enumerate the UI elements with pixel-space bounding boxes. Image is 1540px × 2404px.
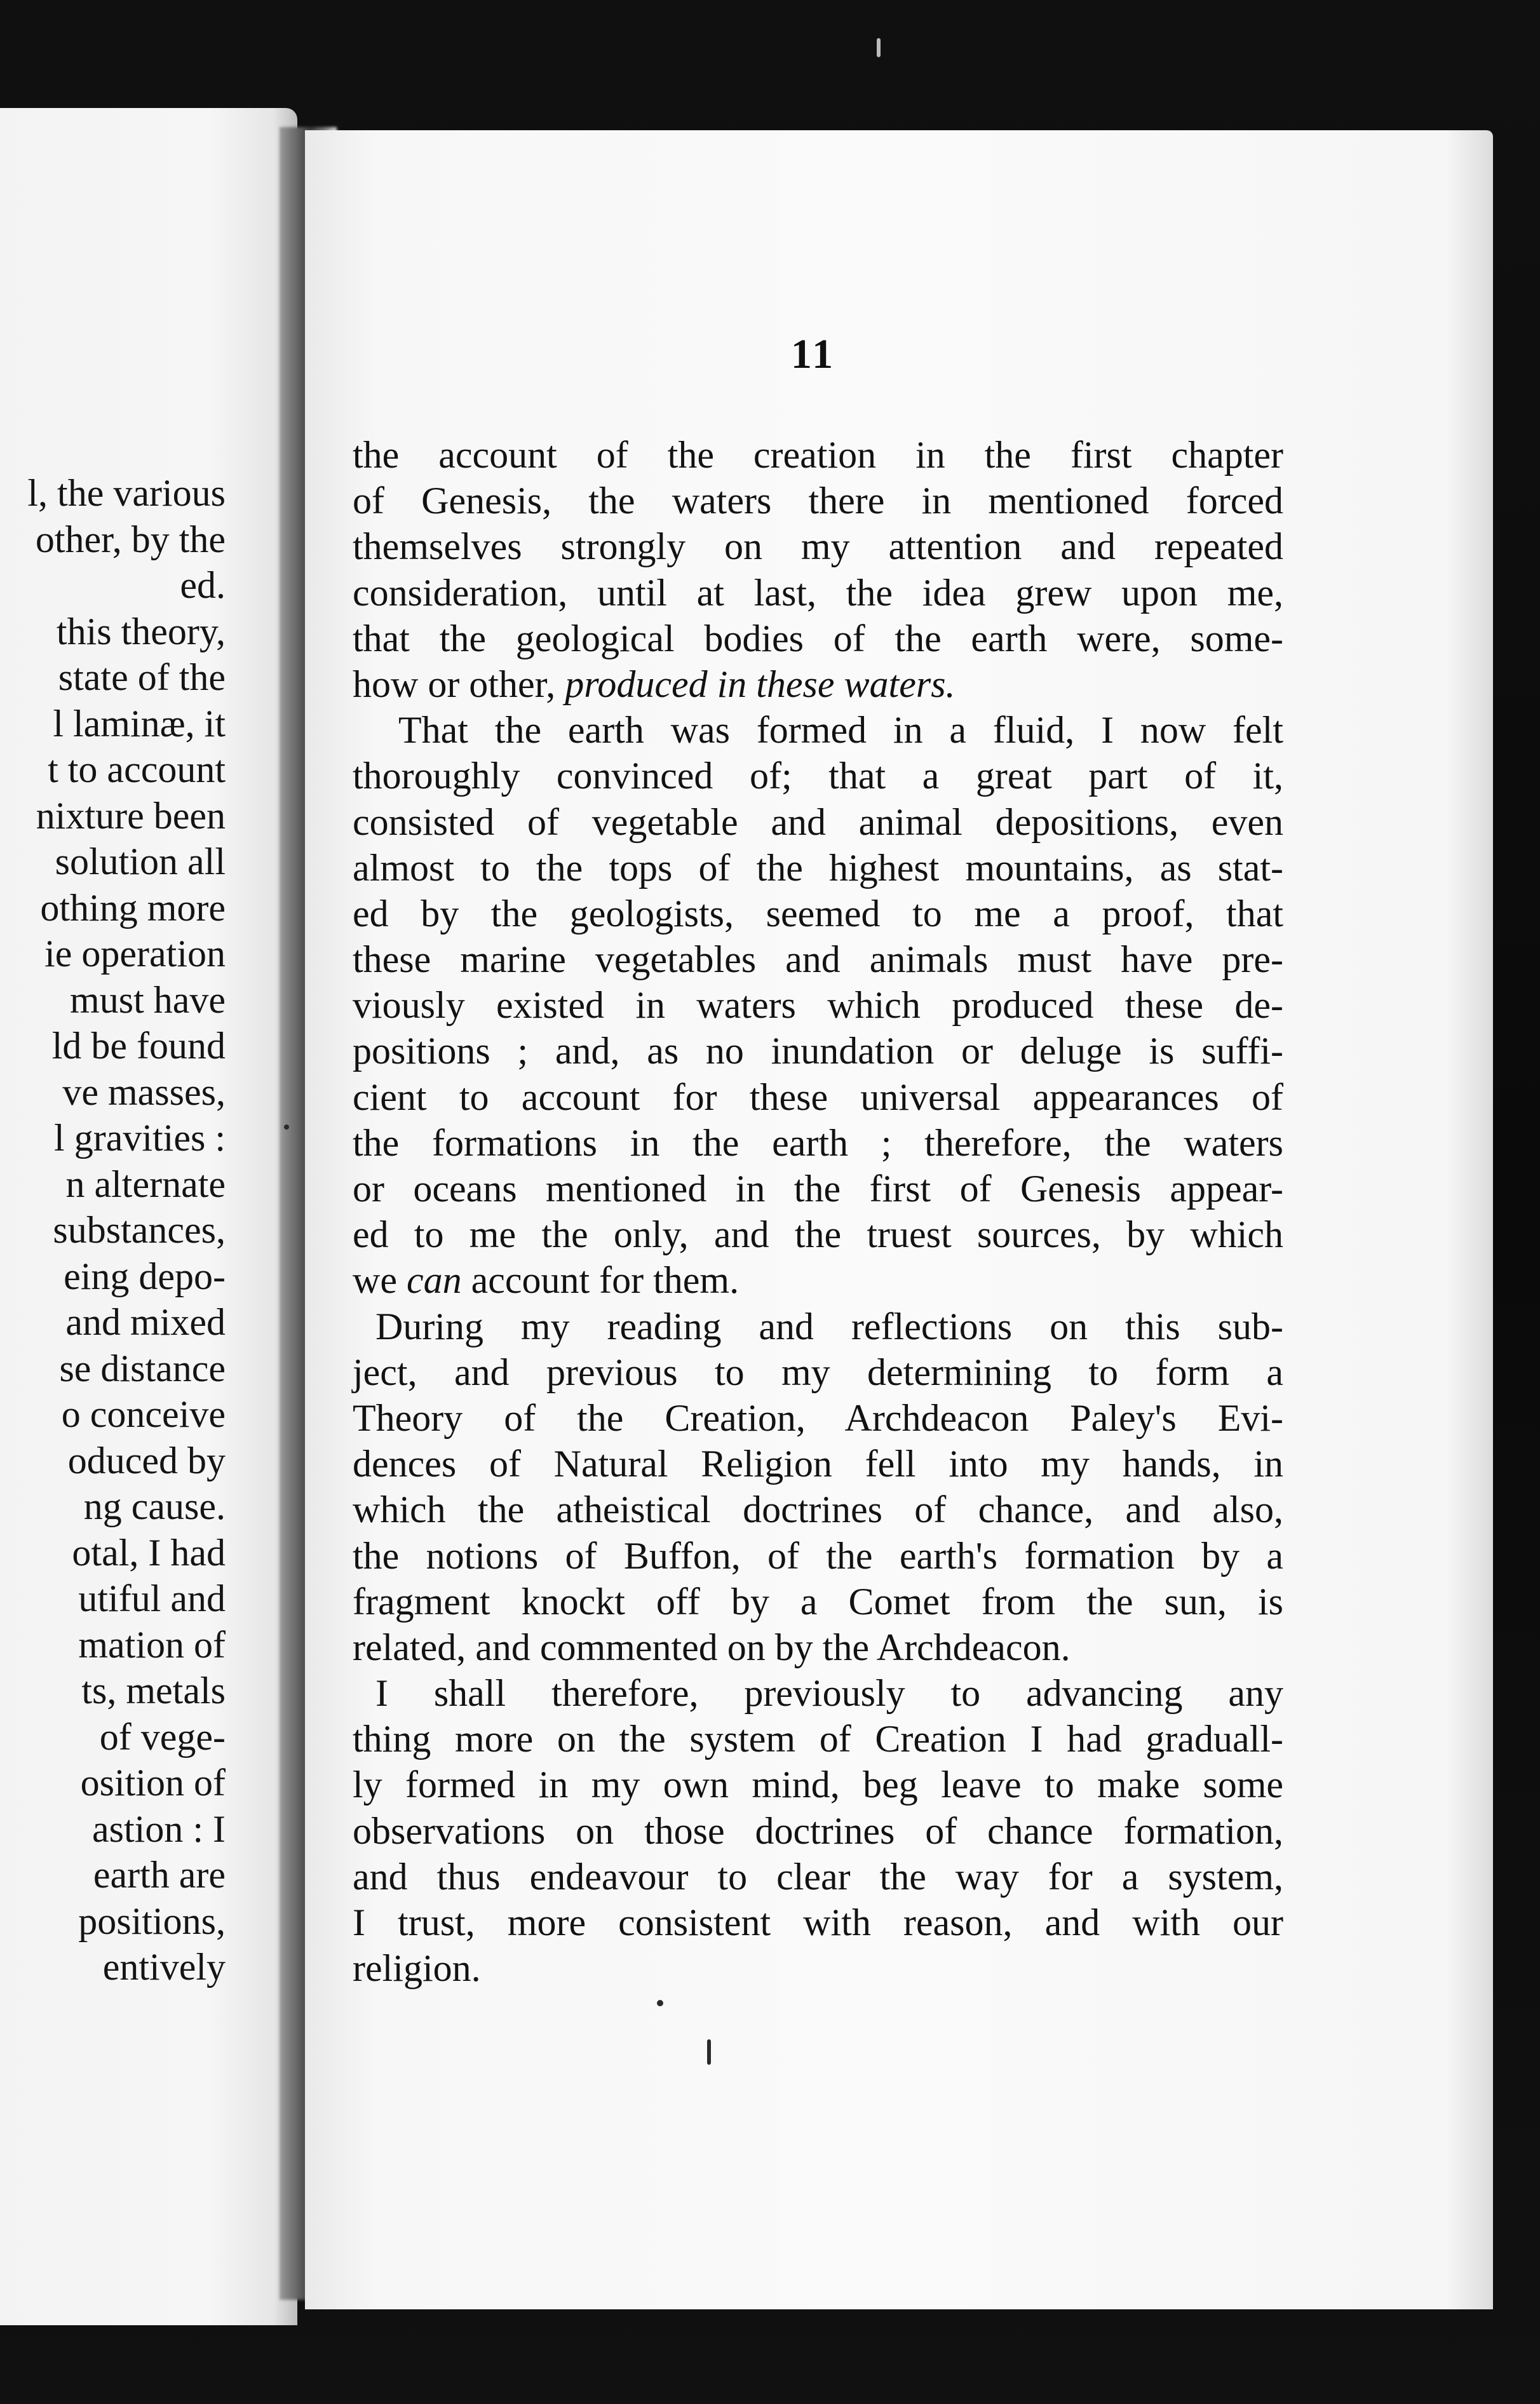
ink-speck (284, 1124, 289, 1130)
page-number: 11 (790, 331, 836, 377)
left-text-line: ie operation (44, 933, 226, 975)
left-text-line: l, the various (27, 472, 226, 514)
text-line: the account of the creation in the first chapter (353, 434, 1283, 476)
text-line: or oceans mentioned in the first of Genesis appear- (353, 1168, 1283, 1210)
ink-speck (877, 38, 881, 57)
text-line: of Genesis, the waters there in mentioned forced (353, 480, 1283, 522)
text-line: related, and commented on by the Archdeacon. (353, 1626, 1071, 1668)
left-text-line: o conceive (61, 1393, 226, 1435)
left-text-line: this theory, (56, 610, 226, 652)
text-line: how or other, produced in these waters. (353, 663, 956, 705)
text-line: I trust, more consistent with reason, and with our (353, 1901, 1283, 1943)
text-line: and thus endeavour to clear the way for a system, (353, 1855, 1283, 1898)
left-text-line: state of the (58, 656, 226, 698)
text-line: ed to me the only, and the truest sources, by which (353, 1213, 1283, 1256)
text-line: we can account for them. (353, 1259, 740, 1302)
left-text-line: other, by the (35, 518, 226, 560)
text-line: Theory of the Creation, Archdeacon Paley's Evi- (353, 1396, 1283, 1439)
text-line: the formations in the earth ; therefore, the waters (353, 1121, 1283, 1164)
text-line: consisted of vegetable and animal depositions, even (353, 800, 1283, 843)
paragraph-start-line: I shall therefore, previously to advancing any (375, 1672, 1283, 1715)
text-line: ject, and previous to my determining to form a (353, 1351, 1283, 1393)
text-line: observations on those doctrines of chance formation, (353, 1809, 1283, 1852)
text-line: ed by the geologists, seemed to me a proof, that (353, 892, 1283, 935)
text-line: consideration, until at last, the idea grew upon me, (353, 571, 1283, 614)
left-text-line: l gravities : (54, 1117, 226, 1159)
text-line: these marine vegetables and animals must have pre- (353, 938, 1283, 981)
left-page-text (0, 470, 292, 1990)
left-text-line: utiful and (78, 1577, 226, 1619)
left-text-line: ts, metals (81, 1670, 226, 1712)
left-facing-page (0, 108, 297, 2325)
left-text-line: of vege- (99, 1715, 226, 1758)
text-line: themselves strongly on my attention and repeated (353, 525, 1283, 568)
left-text-line: nixture been (36, 794, 226, 837)
left-text-line: astion : I (92, 1807, 226, 1850)
text-line: the notions of Buffon, of the earth's formation by a (353, 1534, 1283, 1577)
text-line: cient to account for these universal appearances of (353, 1076, 1283, 1118)
left-text-line: ng cause. (83, 1485, 226, 1527)
left-text-line: ld be found (51, 1025, 226, 1067)
left-text-line: l laminæ, it (53, 702, 226, 745)
text-line: almost to the tops of the highest mountains, as stat- (353, 846, 1283, 889)
text-line: that the geological bodies of the earth were, some- (353, 617, 1283, 659)
left-text-line: ed. (180, 564, 226, 606)
paragraph-start-line: That the earth was formed in a fluid, I now felt (398, 709, 1283, 752)
text-line: positions ; and, as no inundation or deluge is suffi- (353, 1030, 1283, 1072)
left-text-line: solution all (55, 841, 226, 882)
left-text-line: oduced by (67, 1439, 226, 1482)
left-text-line: ve masses, (62, 1070, 226, 1113)
italic-phrase: produced in these waters. (565, 663, 956, 705)
left-text-line: substances, (53, 1209, 226, 1251)
italic-word: can (406, 1259, 462, 1302)
text-line: fragment knockt off by a Comet from the sun, is (353, 1580, 1283, 1623)
left-text-line: entively (102, 1946, 226, 1988)
left-text-line: positions, (78, 1900, 226, 1942)
left-text-line: otal, I had (72, 1531, 226, 1574)
left-text-line: eing depo- (64, 1255, 226, 1297)
left-text-line: earth are (93, 1854, 226, 1896)
left-text-line: must have (70, 978, 226, 1021)
text-line: which the atheistical doctrines of chance, and also, (353, 1489, 1283, 1531)
left-text-line: osition of (80, 1762, 226, 1804)
left-text-line: and mixed (65, 1301, 226, 1343)
left-text-line: t to account (48, 748, 226, 790)
ink-speck (707, 2039, 711, 2065)
left-text-line: mation of (78, 1623, 226, 1666)
text-line: dences of Natural Religion fell into my hands, in (353, 1443, 1283, 1485)
text-line: viously existed in waters which produced these de- (353, 984, 1283, 1027)
left-text-line: se distance (59, 1347, 226, 1389)
text-line: thoroughly convinced of; that a great part of it, (353, 755, 1283, 797)
text-line: thing more on the system of Creation I had graduall- (353, 1718, 1283, 1760)
left-text-line: othing more (40, 886, 226, 929)
page-body-text (353, 432, 1283, 1991)
text-line: ly formed in my own mind, beg leave to make some (353, 1764, 1283, 1806)
left-text-line: n alternate (65, 1163, 226, 1205)
ink-speck (657, 2000, 663, 2006)
text-line: religion. (353, 1947, 481, 1990)
paragraph-start-line: During my reading and reflections on this sub- (375, 1305, 1283, 1347)
